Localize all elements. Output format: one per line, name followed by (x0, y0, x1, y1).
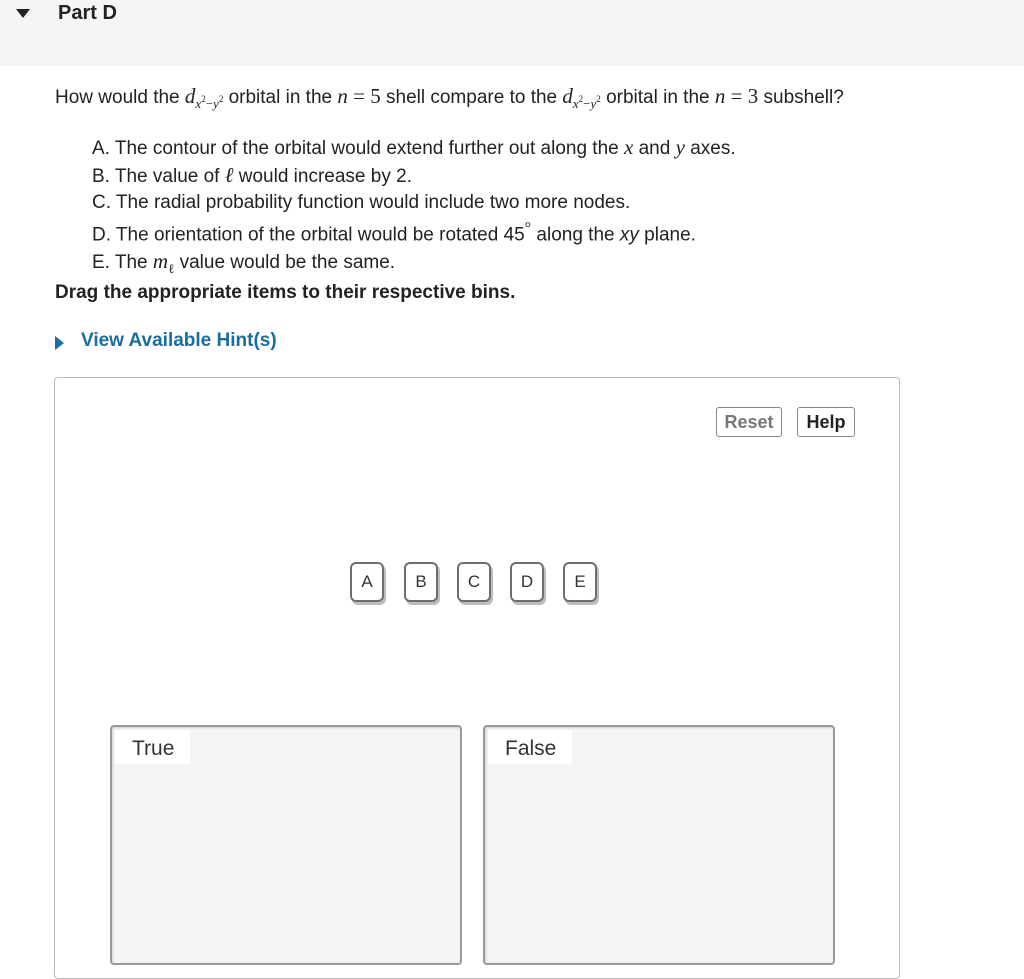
answer-options (92, 134, 736, 282)
collapse-caret-icon[interactable] (16, 9, 30, 18)
false-bin-label: False (488, 730, 572, 764)
option-a: A. The contour of the orbital would extend further out along the x and y axes. (92, 135, 736, 159)
drag-tile-b[interactable]: B (404, 562, 438, 602)
drag-tile-d[interactable]: D (510, 562, 544, 602)
false-bin[interactable] (483, 725, 835, 965)
part-title: Part D (58, 2, 117, 24)
option-b: B. The value of ℓ would increase by 2. (92, 163, 412, 187)
drag-tile-e[interactable]: E (563, 562, 597, 602)
option-c: C. The radial probability function would include two more nodes. (92, 192, 631, 213)
option-e: E. The $m_\ell$ value would be the same. (92, 249, 396, 277)
part-header[interactable] (0, 0, 1024, 66)
drag-tile-a[interactable]: A (350, 562, 384, 602)
option-d: D. The orientation of the orbital would be rotated 45° along the xy plane. (92, 220, 696, 246)
drag-tile-c[interactable]: C (457, 562, 491, 602)
question-text: How would the $d_{x^2-y^2}$ orbital in the n = 5 shell compare to the $d_{x^2-y^2}$ orbital in the n = 3 subshell? (55, 84, 844, 111)
expand-caret-icon[interactable] (55, 336, 64, 350)
view-hints-label[interactable]: View Available Hint(s) (81, 330, 277, 351)
instruction-text: Drag the appropriate items to their respective bins. (55, 282, 516, 303)
true-bin[interactable] (110, 725, 462, 965)
reset-button[interactable]: Reset (716, 407, 782, 437)
help-button[interactable]: Help (797, 407, 855, 437)
true-bin-label: True (115, 730, 190, 764)
